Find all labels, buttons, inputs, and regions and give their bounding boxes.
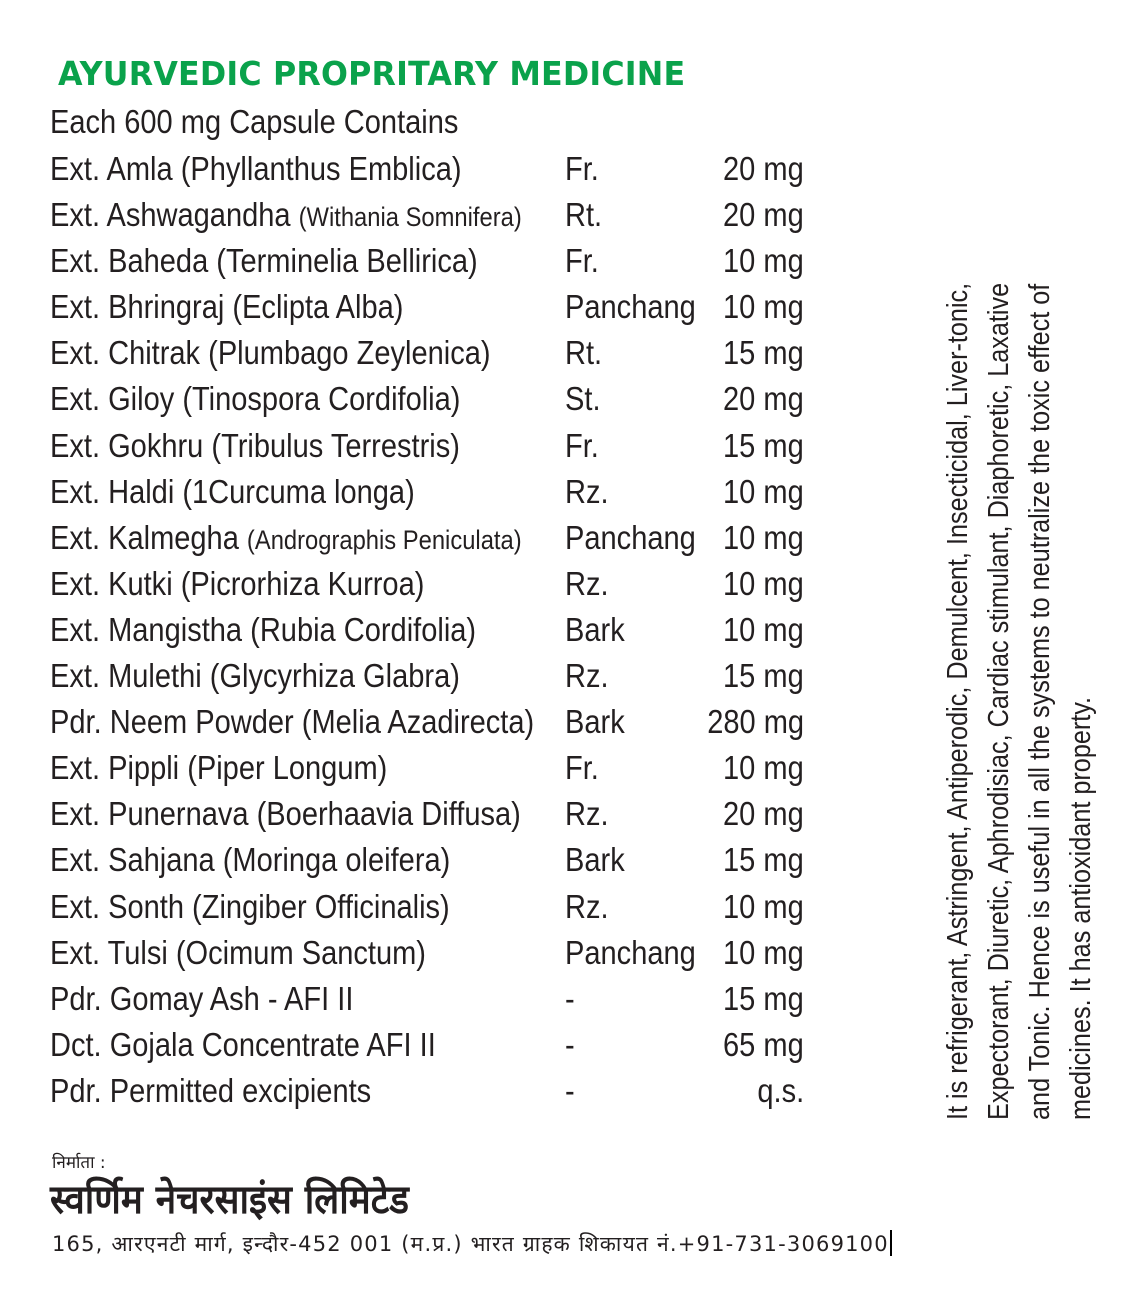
table-row <box>50 748 810 794</box>
ingredient-part: Panchang <box>565 933 696 971</box>
table-row <box>50 379 810 425</box>
ingredient-quantity: 15 mg <box>723 334 804 372</box>
ingredient-quantity: 15 mg <box>723 979 804 1017</box>
table-row <box>50 195 810 241</box>
ingredient-quantity: 20 mg <box>723 196 804 234</box>
ingredient-quantity: 20 mg <box>723 380 804 418</box>
table-row <box>50 1071 810 1117</box>
manufacturer-label: निर्माता : <box>52 1153 106 1173</box>
ingredient-quantity: 15 mg <box>723 657 804 695</box>
ingredient-name <box>50 1071 371 1111</box>
address-text: 165, आरएनटी मार्ग, इन्दौर-452 001 (म.प्र.) भारत ग्राहक शिकायत नं.+91-731-3069100 <box>52 1232 889 1256</box>
ingredient-quantity: 280 mg <box>707 703 804 741</box>
ingredient-name <box>50 979 353 1019</box>
ingredient-quantity: 65 mg <box>723 1025 804 1063</box>
ingredient-name-main: Pdr. Gomay Ash - AFI II <box>50 979 354 1017</box>
ingredient-name-main: Dct. Gojala Concentrate AFI II <box>50 1025 436 1063</box>
ingredient-name <box>50 195 522 237</box>
ingredient-quantity: q.s. <box>757 1071 804 1109</box>
ingredient-name <box>50 840 450 880</box>
company-address <box>52 1230 892 1258</box>
ingredient-part: Bark <box>565 610 625 648</box>
table-row <box>50 794 810 840</box>
ingredient-quantity: 20 mg <box>723 795 804 833</box>
table-row <box>50 287 810 333</box>
ingredient-name <box>50 610 476 650</box>
ingredient-name-main: Ext. Sonth (Zingiber Officinalis) <box>50 887 450 925</box>
ingredient-quantity: 15 mg <box>723 426 804 464</box>
indications-text <box>938 60 1102 1120</box>
ingredient-name-main: Ext. Ashwagandha <box>50 196 299 234</box>
ingredient-name-main: Ext. Tulsi (Ocimum Sanctum) <box>50 933 426 971</box>
ingredient-quantity: 10 mg <box>723 472 804 510</box>
ingredient-part: St. <box>565 380 601 418</box>
indications-line: medicines. It has antioxidant property. <box>1065 696 1097 1120</box>
table-row <box>50 979 810 1025</box>
ingredient-name <box>50 472 415 512</box>
ingredient-name <box>50 1025 436 1065</box>
ingredient-part: Fr. <box>565 749 599 787</box>
indications-line: and Tonic. Hence is useful in all the systems to neutralize the toxic effect of <box>1024 283 1056 1120</box>
ingredient-name-main: Ext. Punernava (Boerhaavia Diffusa) <box>50 795 521 833</box>
ingredient-name <box>50 933 426 973</box>
ingredient-name <box>50 748 387 788</box>
ingredient-part: Rt. <box>565 196 603 234</box>
ingredient-part: - <box>565 1071 575 1109</box>
ingredient-part: Panchang <box>565 288 696 326</box>
ingredient-name-main: Ext. Mangistha (Rubia Cordifolia) <box>50 610 477 648</box>
table-row <box>50 887 810 933</box>
ingredient-name-main: Ext. Kutki (Picrorhiza Kurroa) <box>50 564 425 602</box>
ingredient-quantity: 10 mg <box>723 564 804 602</box>
table-row <box>50 518 810 564</box>
ingredient-name <box>50 379 460 419</box>
ingredient-part: Rz. <box>565 887 609 925</box>
indications-line: Expectorant, Diuretic, Aphrodisiac, Cardiac stimulant, Diaphoretic, Laxative <box>983 282 1015 1120</box>
table-row <box>50 702 810 748</box>
ingredient-part: Panchang <box>565 518 696 556</box>
ingredient-name <box>50 333 491 373</box>
table-row <box>50 149 810 195</box>
ingredient-part: Bark <box>565 841 625 879</box>
table-row <box>50 333 810 379</box>
ingredient-quantity: 10 mg <box>723 887 804 925</box>
ingredient-name-main: Pdr. Neem Powder (Melia Azadirecta) <box>50 703 535 741</box>
ingredient-name <box>50 287 403 327</box>
ingredient-botanical-name: (Withania Somnifera) <box>298 202 522 233</box>
ingredient-part: Fr. <box>565 426 599 464</box>
company-name: स्वर्णिम नेचरसाइंस लिमिटेड <box>50 1177 410 1223</box>
ingredient-quantity: 10 mg <box>723 749 804 787</box>
ingredient-name <box>50 518 522 560</box>
ingredients-table <box>50 149 810 1117</box>
ingredient-name-main: Ext. Pippli (Piper Longum) <box>50 749 388 787</box>
table-row <box>50 610 810 656</box>
ingredient-quantity: 10 mg <box>723 242 804 280</box>
ingredient-name-main: Ext. Gokhru (Tribulus Terrestris) <box>50 426 460 464</box>
ingredient-quantity: 10 mg <box>723 933 804 971</box>
ingredient-name <box>50 564 424 604</box>
ingredient-quantity: 10 mg <box>723 288 804 326</box>
ingredient-name-main: Ext. Mulethi (Glycyrhiza Glabra) <box>50 657 460 695</box>
table-row <box>50 426 810 472</box>
ingredient-name-main: Ext. Amla (Phyllanthus Emblica) <box>50 150 462 187</box>
capsule-composition-heading: Each 600 mg Capsule Contains <box>50 103 459 140</box>
ingredient-name <box>50 656 460 696</box>
ingredient-name <box>50 794 521 834</box>
ingredient-name-main: Ext. Baheda (Terminelia Bellirica) <box>50 242 478 280</box>
ingredient-part: - <box>565 979 575 1017</box>
ingredient-name-main: Ext. Giloy (Tinospora Cordifolia) <box>50 380 461 418</box>
table-row <box>50 241 810 287</box>
ingredient-name-main: Ext. Kalmegha <box>50 518 247 556</box>
page-title: AYURVEDIC PROPRITARY MEDICINE <box>58 54 686 93</box>
ingredient-part: - <box>565 1025 575 1063</box>
ingredient-name <box>50 149 462 189</box>
table-row <box>50 1025 810 1071</box>
ingredient-part: Rz. <box>565 657 609 695</box>
ingredient-quantity: 15 mg <box>723 841 804 879</box>
ingredient-name-main: Ext. Sahjana (Moringa oleifera) <box>50 841 451 879</box>
ingredient-name-main: Ext. Haldi (1Curcuma longa) <box>50 472 415 510</box>
ingredient-part: Rz. <box>565 472 609 510</box>
ingredient-quantity: 10 mg <box>723 518 804 556</box>
ingredient-part: Fr. <box>565 150 599 187</box>
table-row <box>50 564 810 610</box>
ingredient-name-main: Ext. Bhringraj (Eclipta Alba) <box>50 288 404 326</box>
ingredient-part: Rz. <box>565 795 609 833</box>
ingredient-name <box>50 887 450 927</box>
table-row <box>50 840 810 886</box>
ingredient-name <box>50 426 460 466</box>
table-row <box>50 933 810 979</box>
ingredient-name-main: Pdr. Permitted excipients <box>50 1071 372 1109</box>
ingredient-botanical-name: (Andrographis Peniculata) <box>246 524 522 555</box>
ingredient-name <box>50 241 478 281</box>
ingredient-part: Rt. <box>565 334 603 372</box>
ingredient-name <box>50 702 534 742</box>
table-row <box>50 656 810 702</box>
ingredient-part: Fr. <box>565 242 599 280</box>
table-row <box>50 472 810 518</box>
indications-line: It is refrigerant, Astringent, Antiperodic, Demulcent, Insecticidal, Liver-tonic, <box>942 282 974 1120</box>
ingredient-part: Bark <box>565 703 625 741</box>
ingredient-quantity: 20 mg <box>723 150 804 187</box>
ingredient-name-main: Ext. Chitrak (Plumbago Zeylenica) <box>50 334 491 372</box>
ingredient-quantity: 10 mg <box>723 610 804 648</box>
text-cursor <box>890 1230 892 1256</box>
ingredient-part: Rz. <box>565 564 609 602</box>
